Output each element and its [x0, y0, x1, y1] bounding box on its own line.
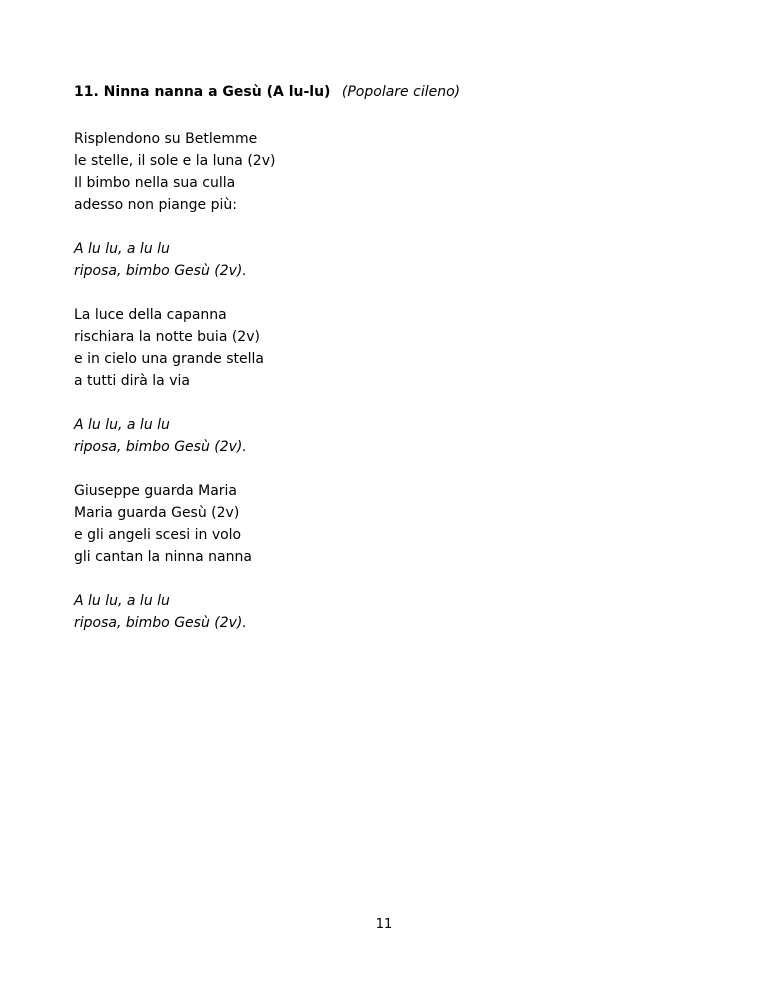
verse-line: gli cantan la ninna nanna	[74, 549, 252, 565]
refrain-1	[74, 238, 714, 282]
refrain-line: riposa, bimbo Gesù (2v).	[74, 263, 247, 279]
verse-line: Giuseppe guarda Maria	[74, 483, 238, 499]
verse-1	[74, 128, 714, 216]
verse-3	[74, 480, 714, 568]
verse-line: e in cielo una grande stella	[74, 351, 264, 367]
verse-line: Maria guarda Gesù (2v)	[74, 505, 240, 521]
verse-line: La luce della capanna	[74, 307, 227, 323]
verse-line: adesso non piange più:	[74, 197, 237, 213]
verse-line: le stelle, il sole e la luna (2v)	[74, 153, 276, 169]
verse-2	[74, 304, 714, 392]
song-origin: (Popolare cileno)	[341, 84, 461, 100]
refrain-2	[74, 414, 714, 458]
song-title-text: 11. Ninna nanna a Gesù (A lu-lu)	[74, 84, 331, 100]
refrain-line: A lu lu, a lu lu	[74, 241, 170, 257]
refrain-line: A lu lu, a lu lu	[74, 417, 170, 433]
verse-line: Risplendono su Betlemme	[74, 131, 258, 147]
song-title	[74, 82, 714, 102]
refrain-3	[74, 590, 714, 634]
refrain-line: riposa, bimbo Gesù (2v).	[74, 615, 247, 631]
verse-line: Il bimbo nella sua culla	[74, 175, 236, 191]
refrain-line: A lu lu, a lu lu	[74, 593, 170, 609]
verse-line: rischiara la notte buia (2v)	[74, 329, 260, 345]
verse-line: e gli angeli scesi in volo	[74, 527, 242, 543]
song-page	[74, 82, 714, 656]
verse-line: a tutti dirà la via	[74, 373, 190, 389]
page-number: 11	[375, 917, 393, 932]
refrain-line: riposa, bimbo Gesù (2v).	[74, 439, 247, 455]
